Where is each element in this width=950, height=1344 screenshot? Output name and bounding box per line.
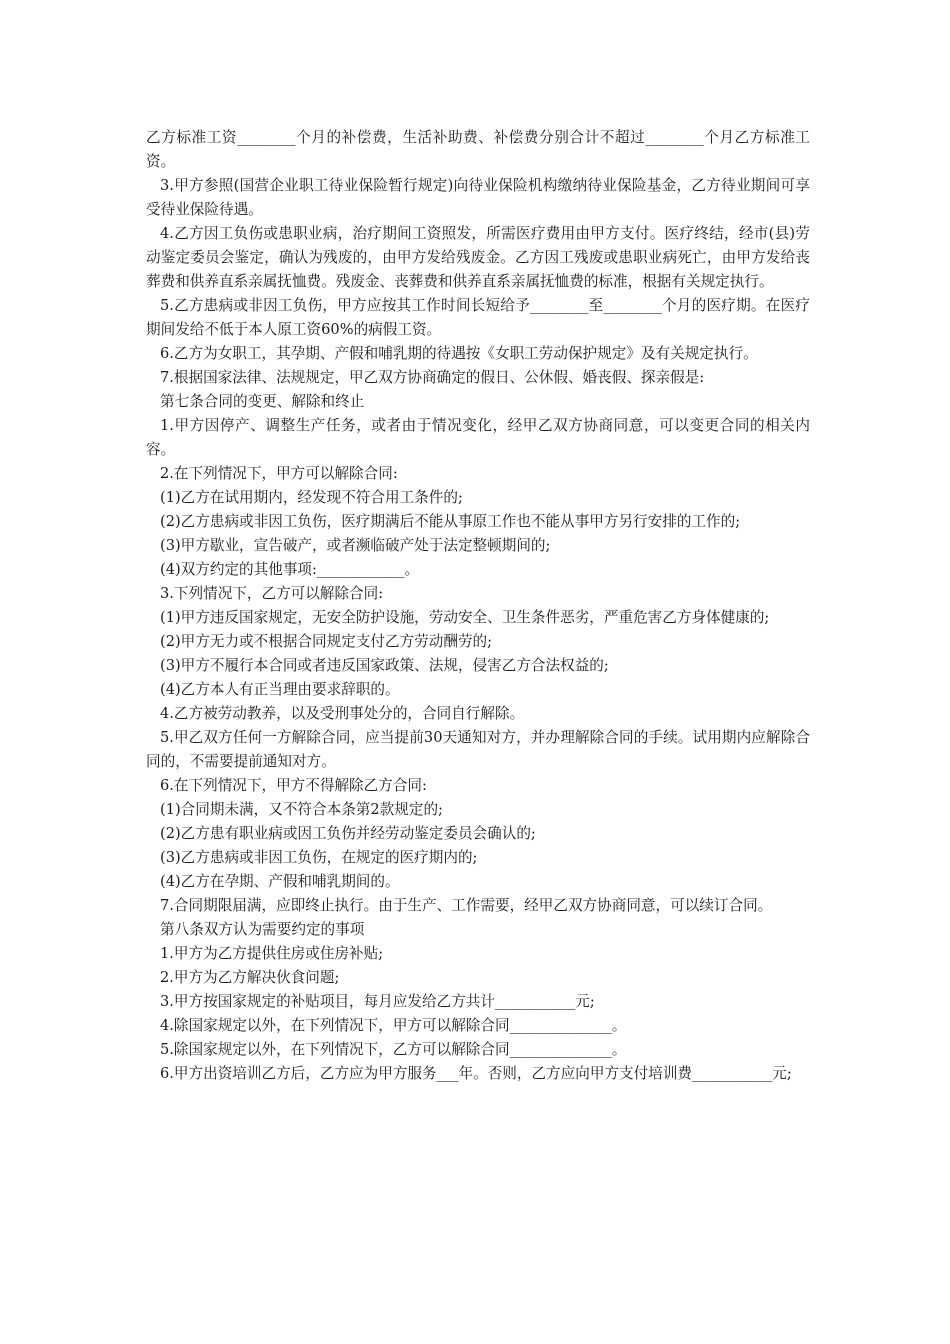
paragraph: 4.乙方因工负伤或患职业病，治疗期间工资照发，所需医疗费用由甲方支付。医疗终结，经市(县)劳动鉴定委员会鉴定，确认为残废的，由甲方发给残废金。乙方因工残废或患职业病死亡，由甲方发给丧葬费和供养直系亲属抚恤费。残废金、丧葬费和供养直系亲属抚恤费的标准，根据有关规定执行。 (146, 225, 810, 290)
list-item: (4)双方约定的其他事项:____________。 (160, 561, 420, 578)
paragraph: 6.乙方为女职工，其孕期、产假和哺乳期的待遇按《女职工劳动保护规定》及有关规定执行。 (160, 345, 758, 362)
list-item: (2)甲方无力或不根据合同规定支付乙方劳动酬劳的; (160, 633, 493, 650)
paragraph: 4.除国家规定以外，在下列情况下，甲方可以解除合同______________。 (160, 1017, 627, 1034)
list-item: (1)乙方在试用期内，经发现不符合用工条件的; (160, 489, 463, 506)
list-item: (3)甲方歇业，宣告破产，或者濒临破产处于法定整顿期间的; (160, 537, 551, 554)
paragraph: 3.下列情况下，乙方可以解除合同: (160, 585, 384, 602)
section-heading: 第七条合同的变更、解除和终止 (160, 393, 365, 410)
paragraph: 6.在下列情况下，甲方不得解除乙方合同: (160, 777, 427, 794)
list-item: (3)甲方不履行本合同或者违反国家政策、法规，侵害乙方合法权益的; (160, 657, 609, 674)
paragraph: 4.乙方被劳动教养，以及受刑事处分的，合同自行解除。 (160, 705, 525, 722)
paragraph: 3.甲方按国家规定的补贴项目，每月应发给乙方共计___________元; (160, 993, 595, 1010)
paragraph: 1.甲方为乙方提供住房或住房补贴; (160, 945, 384, 962)
list-item: (1)甲方违反国家规定，无安全防护设施，劳动安全、卫生条件恶劣，严重危害乙方身体健康的; (160, 609, 770, 626)
list-item: (4)乙方本人有正当理由要求辞职的。 (160, 681, 400, 698)
paragraph: 7.合同期限届满，应即终止执行。由于生产、工作需要，经甲乙双方协商同意，可以续订合同。 (160, 897, 773, 914)
section-heading: 第八条双方认为需要约定的事项 (160, 921, 365, 938)
paragraph: 5.除国家规定以外，在下列情况下，乙方可以解除合同______________。 (160, 1041, 627, 1058)
paragraph: 1.甲方因停产、调整生产任务，或者由于情况变化，经甲乙双方协商同意，可以变更合同的相关内容。 (146, 417, 810, 458)
paragraph: 2.在下列情况下，甲方可以解除合同: (160, 465, 398, 482)
list-item: (2)乙方患有职业病或因工负伤并经劳动鉴定委员会确认的; (160, 825, 536, 842)
paragraph: 乙方标准工资________个月的补偿费，生活补助费、补偿费分别合计不超过________个月乙方标准工资。 (146, 129, 810, 170)
list-item: (4)乙方在孕期、产假和哺乳期间的。 (160, 873, 400, 890)
paragraph: 7.根据国家法律、法规规定，甲乙双方协商确定的假日、公休假、婚丧假、探亲假是: (160, 369, 705, 386)
paragraph: 5.乙方患病或非因工负伤，甲方应按其工作时间长短给予________至________个月的医疗期。在医疗期间发给不低于本人原工资60%的病假工资。 (146, 297, 810, 338)
paragraph: 5.甲乙双方任何一方解除合同，应当提前30天通知对方，并办理解除合同的手续。试用期内应解除合同的，不需要提前通知对方。 (146, 729, 810, 770)
list-item: (1)合同期未满，又不符合本条第2款规定的; (160, 801, 443, 818)
paragraph: 2.甲方为乙方解决伙食问题; (160, 969, 340, 986)
list-item: (3)乙方患病或非因工负伤，在规定的医疗期内的; (160, 849, 478, 866)
paragraph: 3.甲方参照(国营企业职工待业保险暂行规定)向待业保险机构缴纳待业保险基金，乙方待业期间可享受待业保险待遇。 (146, 177, 810, 218)
list-item: (2)乙方患病或非因工负伤，医疗期满后不能从事原工作也不能从事甲方另行安排的工作的; (160, 513, 741, 530)
document-body (146, 126, 810, 1086)
paragraph: 6.甲方出资培训乙方后，乙方应为甲方服务___年。否则，乙方应向甲方支付培训费___________元; (160, 1065, 792, 1082)
